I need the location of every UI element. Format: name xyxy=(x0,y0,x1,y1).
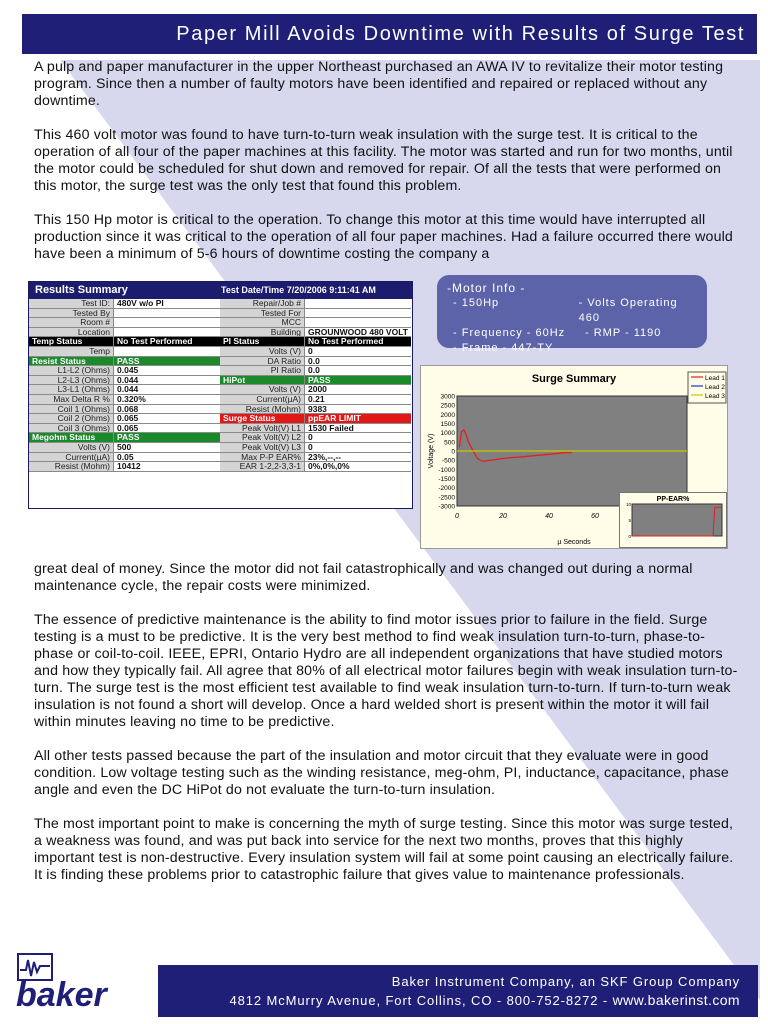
results-label: Location xyxy=(29,328,114,337)
results-row xyxy=(220,385,411,395)
results-row xyxy=(29,347,220,357)
legend-label: Lead 3 xyxy=(705,393,725,400)
results-row xyxy=(29,405,220,415)
results-row xyxy=(220,376,411,386)
baker-logo xyxy=(12,950,152,1014)
results-value xyxy=(114,347,220,356)
results-summary-table xyxy=(28,281,413,509)
results-value: ppEAR LIMIT xyxy=(305,414,411,423)
results-value: 0.045 xyxy=(117,366,139,375)
surge-summary-chart xyxy=(420,365,728,549)
body-text xyxy=(34,561,744,901)
results-value: 500 xyxy=(117,442,132,452)
pp-ear-chart xyxy=(619,492,727,548)
results-value: No Test Performed xyxy=(305,337,411,346)
results-label: Resist (Mohm) xyxy=(220,405,305,414)
results-value xyxy=(305,309,411,318)
results-value: 0%,0%,0% xyxy=(308,462,350,471)
results-label: L1-L2 (Ohms) xyxy=(29,366,114,375)
y-tick-label: -1500 xyxy=(438,476,455,483)
results-row xyxy=(220,309,411,319)
y-tick-label: -2000 xyxy=(438,485,455,493)
results-value: 2000 xyxy=(308,385,327,394)
paragraph: All other tests passed because the part of the insulation and motor circuit that they evaluate were in good condition. Low voltage testing such as the winding resistance, meg-ohm, PI, inductance, capacitance, phase angle and even the DC HiPot do not evaluate the turn-to-turn insulation. xyxy=(34,748,729,798)
results-label: HiPot xyxy=(220,376,305,385)
results-row xyxy=(220,366,411,376)
x-tick-label: 0 xyxy=(455,513,459,520)
results-label: Tested By xyxy=(29,309,114,318)
results-value: 0 xyxy=(308,346,313,356)
y-tick-label: -1000 xyxy=(438,466,455,474)
results-value: 0.320% xyxy=(117,394,146,404)
results-row xyxy=(220,424,411,434)
results-value: 0.044 xyxy=(117,385,139,394)
results-value: 0.065 xyxy=(117,423,139,433)
results-label: Megohm Status xyxy=(29,433,114,442)
paragraph: great deal of money. Since the motor did not fail catastrophically and was changed out during a normal maintenance cycle, the repair costs were minimized. xyxy=(34,561,693,594)
footer-address: 4812 McMurry Avenue, Fort Collins, CO - 800-752-8272 - xyxy=(229,993,613,1008)
motor-info-box xyxy=(437,275,707,354)
results-label: L2-L3 (Ohms) xyxy=(29,376,114,385)
results-row xyxy=(220,357,411,367)
results-label: Repair/Job # xyxy=(220,299,305,308)
results-value xyxy=(114,318,220,327)
results-value: GROUNWOOD 480 VOLT xyxy=(308,327,408,337)
results-value: 0.0 xyxy=(308,356,320,366)
x-axis-label: µ Seconds xyxy=(557,539,591,546)
mini-plot-area xyxy=(632,504,722,536)
results-label: Resist Status xyxy=(29,357,114,366)
results-row xyxy=(220,337,411,347)
results-row xyxy=(29,395,220,405)
results-value: 0.044 xyxy=(117,375,139,385)
results-label: EAR 1-2,2-3,3-1 xyxy=(220,462,305,471)
results-row xyxy=(29,299,220,309)
results-label: Coil 3 (Ohms) xyxy=(29,424,114,433)
results-value: 1530 Failed xyxy=(308,423,354,433)
results-row xyxy=(29,309,220,319)
results-row xyxy=(220,318,411,328)
svg-text:baker: baker xyxy=(16,976,107,1014)
pp-ear-chart-svg xyxy=(620,493,726,547)
results-label: L3-L1 (Ohms) xyxy=(29,385,114,394)
footer-website-link[interactable]: www.bakerinst.com xyxy=(612,992,740,1008)
y-tick-label: 2500 xyxy=(440,402,455,410)
results-label: Coil 2 (Ohms) xyxy=(29,414,114,423)
mini-y-tick: 5 xyxy=(628,518,631,523)
results-row xyxy=(220,395,411,405)
results-label: DA Ratio xyxy=(220,357,305,366)
results-label: Temp Status xyxy=(29,337,114,346)
results-row xyxy=(29,414,220,424)
results-label: Resist (Mohm) xyxy=(29,462,114,471)
results-row xyxy=(29,357,220,367)
results-row xyxy=(29,453,220,463)
footer-bar xyxy=(158,965,758,1017)
motor-info-item: - RMP - 1190 xyxy=(585,327,662,339)
results-value: 0 xyxy=(308,433,313,442)
results-label: Coil 1 (Ohms) xyxy=(29,405,114,414)
footer-contact xyxy=(158,991,740,1010)
results-label: PI Ratio xyxy=(220,366,305,375)
results-label: Peak Volt(V) L2 xyxy=(220,433,305,442)
results-value: 0 xyxy=(308,442,313,452)
results-value: 23%,--,-- xyxy=(308,452,342,462)
y-tick-label: -2500 xyxy=(438,494,455,502)
chart-title: Surge Summary xyxy=(531,373,617,385)
results-label: Building xyxy=(220,328,305,337)
y-tick-label: 3000 xyxy=(440,393,455,401)
results-label: Tested For xyxy=(220,309,305,318)
results-row xyxy=(29,443,220,453)
results-label: MCC xyxy=(220,318,305,327)
results-label: Volts (V) xyxy=(220,347,305,356)
results-row xyxy=(29,318,220,328)
results-label: Max P-P EAR% xyxy=(220,453,305,462)
results-row xyxy=(220,299,411,309)
paragraph: A pulp and paper manufacturer in the upper Northeast purchased an AWA IV to revitalize their motor testing program. Since then a number of faulty motors have been identified and repaired or replaced without any downtime. xyxy=(34,59,724,109)
results-label: PI Status xyxy=(220,337,305,346)
footer-company: Baker Instrument Company, an SKF Group Company xyxy=(391,974,740,989)
motor-info-item: - Frame - 447-TY xyxy=(453,342,554,354)
mini-y-tick: 0 xyxy=(628,534,631,539)
y-tick-label: 0 xyxy=(451,448,455,456)
results-row xyxy=(220,453,411,463)
motor-info-title: -Motor Info - xyxy=(447,281,526,295)
results-row xyxy=(220,328,411,338)
results-row xyxy=(220,462,411,472)
page-title: Paper Mill Avoids Downtime with Results of Surge Test xyxy=(176,22,745,45)
mini-chart-title: PP-EAR% xyxy=(656,496,690,503)
results-label: Test ID: xyxy=(29,299,114,308)
results-row xyxy=(29,424,220,434)
y-tick-label: -3000 xyxy=(438,503,455,511)
results-label: Current(µA) xyxy=(29,453,114,462)
results-label: Max Delta R % xyxy=(29,395,114,404)
results-value: 480V w/o PI xyxy=(117,299,164,308)
results-label: Temp xyxy=(29,347,114,356)
results-date: Test Date/Time 7/20/2006 9:11:41 AM xyxy=(221,285,376,295)
x-tick-label: 40 xyxy=(545,513,553,520)
results-value: 0.0 xyxy=(308,366,320,375)
results-value xyxy=(305,318,411,327)
results-row xyxy=(220,443,411,453)
results-value: 10412 xyxy=(117,462,141,471)
results-label: Peak Volt(V) L3 xyxy=(220,443,305,452)
results-row xyxy=(29,366,220,376)
y-tick-label: 1500 xyxy=(440,421,455,428)
y-tick-label: 2000 xyxy=(440,411,455,419)
results-row xyxy=(29,462,220,472)
page-title-bar xyxy=(22,14,757,54)
mini-y-tick: 10 xyxy=(625,502,631,507)
results-right-column xyxy=(220,299,411,472)
results-row xyxy=(220,405,411,415)
paragraph: This 150 Hp motor is critical to the operation. To change this motor at this time would have interrupted all production since it was critical to the operation of all four paper machines. Had a failure occurred there would have been a minimum of 5-6 hours of downtime costing the company a xyxy=(34,212,733,262)
results-label: Current(µA) xyxy=(220,395,305,404)
x-tick-label: 60 xyxy=(591,513,599,520)
y-tick-label: 500 xyxy=(444,439,455,447)
results-value: 0.05 xyxy=(117,452,134,462)
legend-label: Lead 1 xyxy=(705,375,725,382)
paragraph: The most important point to make is concerning the myth of surge testing. Since this motor was surge tested, a weakness was found, and was put back into service for the next two months, proves that this highly important test is non-destructive. Every insulation system will fail at some point causing an electrically failure. It is finding these problems prior to catastrophic failure that gives value to maintenance professionals. xyxy=(34,816,734,883)
results-value: No Test Performed xyxy=(114,337,220,346)
motor-info-item: - Volts Operating 460 xyxy=(578,297,678,324)
results-label: Peak Volt(V) L1 xyxy=(220,424,305,433)
results-value: 0.068 xyxy=(117,404,139,414)
paragraph: The essence of predictive maintenance is the ability to find motor issues prior to failure in the field. Surge testing is a must to be predictive. It is the very best method to find weak insulation turn-to-turn, phase-to-phase or coil-to-coil. IEEE, EPRI, Ontario Hydro are all independent organizations that have studied motors and how they typically fail. All agree that 80% of all electrical motor failures begin with weak insulation turn-to-turn. The surge test is the most efficient test available to find weak insulation turn-to-turn. If turn-to-turn weak insulation is not found a short will develop. Once a hard welded short is present within the motor it will fail within minutes leaving no time to be predictive. xyxy=(34,612,738,730)
results-value xyxy=(114,328,220,337)
intro-text xyxy=(34,59,744,280)
results-value xyxy=(114,309,220,318)
results-row xyxy=(29,328,220,338)
results-value: PASS xyxy=(114,433,220,442)
y-tick-label: 1000 xyxy=(440,430,455,438)
legend-label: Lead 2 xyxy=(705,384,725,391)
results-value: PASS xyxy=(114,357,220,366)
results-title: Results Summary xyxy=(35,284,128,296)
results-label: Volts (V) xyxy=(220,385,305,394)
results-row xyxy=(29,376,220,386)
results-row xyxy=(220,433,411,443)
results-value: 9383 xyxy=(308,404,327,414)
results-value xyxy=(305,299,411,308)
paragraph: This 460 volt motor was found to have turn-to-turn weak insulation with the surge test. It is critical to the operation of all four of the paper machines at this facility. The motor was started and run for two months, until the motor could be scheduled for shut down and removed for repair. Of all the tests that were performed on this motor, the surge test was the only test that found this problem. xyxy=(34,127,733,194)
results-value: 0.21 xyxy=(308,394,325,404)
motor-info-item: - 150Hp xyxy=(453,297,500,309)
results-row xyxy=(220,347,411,357)
results-row xyxy=(29,433,220,443)
results-row xyxy=(29,385,220,395)
y-axis-label: Voltage (V) xyxy=(428,433,435,469)
results-label: Surge Status xyxy=(220,414,305,423)
y-tick-label: -500 xyxy=(441,457,455,465)
results-row xyxy=(220,414,411,424)
results-row xyxy=(29,337,220,347)
motor-info-item: - Frequency - 60Hz xyxy=(453,327,566,339)
results-value: 0.065 xyxy=(117,414,139,423)
x-tick-label: 20 xyxy=(499,513,507,520)
results-header xyxy=(29,282,412,299)
results-left-column xyxy=(29,299,220,472)
results-value: PASS xyxy=(305,376,411,385)
results-label: Room # xyxy=(29,318,114,327)
results-label: Volts (V) xyxy=(29,443,114,452)
